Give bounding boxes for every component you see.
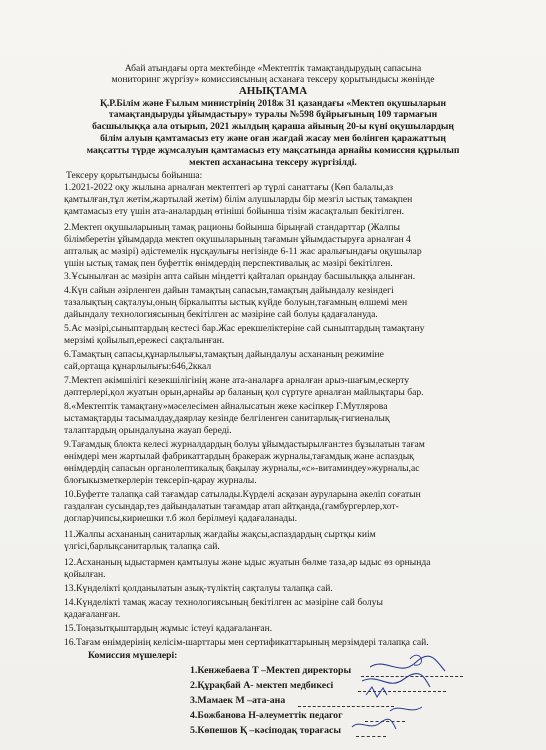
preamble-line-5: мақсатты түрде жұмсалуын қамтамасыз ету мақсатында арнайы комиссия құрылып <box>86 145 460 156</box>
item-9-line-3: өнімдердің сапасын органолептикалық бақылау журналы,«с»-витаминдеу»журналы,ас <box>64 463 420 474</box>
item-4-line-2: тазалықтың сақталуы,оның біркалыпты ыстық күйде болуын,тағамның өлшемі мен <box>64 297 408 308</box>
item-14-line-2: қадағаланған. <box>64 609 121 620</box>
commission-heading: Комиссия мүшелері: <box>88 650 178 661</box>
item-12-line-2: қойылған. <box>64 569 106 580</box>
item-6-line-2: сай,ортаща құнарлылығы:646,2ккал <box>64 361 212 372</box>
item-10-line-1: 10.Буфетте талапқа сай тағамдар сатылады.Күрделі асқазан ауруларына әкеліп соғатын <box>64 489 421 500</box>
item-4-line-1: 4.Күн сайын әзірленген дайын тамақтың сапасын,тамақтың дайындалу кезіндегі <box>64 285 394 296</box>
item-7-line-1: 7.Мектеп әкімшілігі кезекшілігінің және ата-аналарға арналған арыз-шағым,ескерту <box>64 375 410 386</box>
item-11-line-2: үлгісі,барлықсанитарлық талапқа сай. <box>64 541 220 552</box>
item-1-line-3: қамтамасыз ету үшін ата-аналардың өтініші бойынша тізім жасақталып бекітілген. <box>64 206 405 217</box>
item-2-line-3: апталық ас мәзірі) әдістемелік нұсқаулығы негізінде 6-11 жас аралығындағы оқушылар <box>64 246 422 257</box>
item-9-line-2: өнімдері мен жартылай фабрикаттардың бракераж журналы,тағамдық және аспаздық <box>64 451 414 462</box>
item-8-line-1: 8.«Мектептік тамақтану»мәселесімен айналысатын жеке кәсіпкер Г.Мутлярова <box>64 401 388 412</box>
item-10-line-2: газдалған сусындар,тез дайындалатын тағамдар атап айтқанда,(гамбургерлер,хот- <box>64 501 399 512</box>
item-3: 3.Ұсынылған ас мәзірін апта сайын міндетті қайталап орындау басшылыққа алынған. <box>64 271 416 282</box>
item-5-line-1: 5.Ас мәзірі,сыныптардың кестесі бар.Жас ерекшеліктеріне сай сыныптардың тамақтану <box>64 323 425 334</box>
item-4-line-3: дайындалу технологиясының бекітілген ас мәзіріне сай болуы қадағалануда. <box>64 309 378 320</box>
header-line-1: Абай атындағы орта мектебінде «Мектептік тамақтандырудың сапасына <box>124 63 422 74</box>
handwritten-signatures-icon <box>330 637 480 747</box>
item-1-line-1: 1.2021-2022 оқу жылына арналған мектептегі әр түрлі санаттағы (Көп балалы,аз <box>64 182 394 193</box>
commission-member-2: 2.Құрақбай А- мектеп медбикесі <box>190 680 334 691</box>
item-9-line-1: 9.Тағамдық блокта келесі журналдардың болуы ұйымдастырылған:тез бұзылатын тағам <box>64 439 425 450</box>
item-8-line-3: талаптардың орындалуына жауап береді. <box>64 425 232 436</box>
item-2-line-4: үшін ыстық тамақ пен буфеттік өнімдердің перспективалық ас мәзірі бекітілген. <box>64 258 393 269</box>
item-11-line-1: 11.Жалпы асхананың санитарлық жағдайы жақсы,аспаздардың сыртқы киім <box>64 529 376 540</box>
item-14-line-1: 14.Күнделікті тамақ жасау технологиясының бекітілген ас мәзіріне сай болуы <box>64 597 383 608</box>
item-6-line-1: 6.Тамақтың сапасы,құнарлылығы,тамақтың дайындалуы асхананың режиміне <box>64 349 384 360</box>
item-5-line-2: мерзімі қойылып,ережесі сақталынған. <box>64 335 225 346</box>
item-7-line-2: дәптерлері,қол жуатын орын,арнайы әр баланың қол сүртуге арналған майлықтары бар. <box>64 387 424 398</box>
item-2-line-2: білімберетін ұйымдарда мектеп оқушыларының тағамын ұйымдастыруға арналған 4 <box>64 234 411 245</box>
item-15: 15.Тоңазытқыштардың жұмыс істеуі қадағаланған. <box>64 623 273 634</box>
item-13: 13.Күнделікті қолданылатын азық-түліктің сақталуы талапқа сай. <box>64 583 333 594</box>
document-title: АНЫҚТАМА <box>238 85 308 97</box>
item-2-line-1: 2.Мектеп оқушыларының тамақ рационы бойынша бірыңғай стандарттар (Жалпы <box>64 222 400 233</box>
preamble-line-1: Қ.Р.Білім және Ғылым министрінің 2018ж 31 қазандағы «Мектеп оқушыларын <box>99 98 447 109</box>
item-12-line-1: 12.Асхананың ыдыстармен қамтылуы және ыдыс жуатын бөлме таза,әр ыдыс өз орнында <box>64 557 431 568</box>
preamble-line-6: мектеп асханасына тексеру жүргізілді. <box>189 157 357 168</box>
preamble-line-4: білім алуын қамтамасыз ету және оған жағдай жасау мен болінген қаражаттың <box>100 133 446 144</box>
commission-member-1: 1.Кенжебаева Т –Мектеп директоры <box>190 665 352 676</box>
commission-member-4: 4.Божбанова Н-әлеуметтік педагог <box>190 710 343 721</box>
header-line-2: мониторинг жүргізу» комиссиясының асханаға тексеру қорытындысы жөнінде <box>111 74 435 85</box>
item-16: 16.Тағам өнімдерінің келісім-шарттары мен сертификаттарының мерзімдері талапқа сай. <box>64 637 429 648</box>
preamble-line-2: тамақтандыруды ұйымдастыру» туралы №598 бұйрығының 109 тармағын <box>108 109 438 120</box>
item-8-line-2: ыстамақтарды тасымалдау,даярлау кезінде белгіленген санитарлық-гигиеналық <box>64 413 390 424</box>
commission-member-3: 3.Мамаек М –ата-ана <box>190 695 286 706</box>
commission-member-5: 5.Көпешов Қ –кәсіподақ торағасы <box>190 725 342 736</box>
item-10-line-3: доглар)чипсы,кириешки т.б жол берілмеуі қадағаланады. <box>64 513 298 524</box>
intro-text: Тексеру қорытындысы бойынша: <box>66 170 203 181</box>
item-9-line-4: блоғыкызметкерлерін тексеріп-қарау журналы. <box>64 475 257 486</box>
item-1-line-2: қамтылған,тұл жетім,жартылай жетім) білім алушыларды бір мезгіл ыстық тамақпен <box>64 194 413 205</box>
preamble-line-3: басшылыққа ала отырып, 2021 жылдың қараша айының 20-ы күні оқушылардың <box>92 121 454 132</box>
